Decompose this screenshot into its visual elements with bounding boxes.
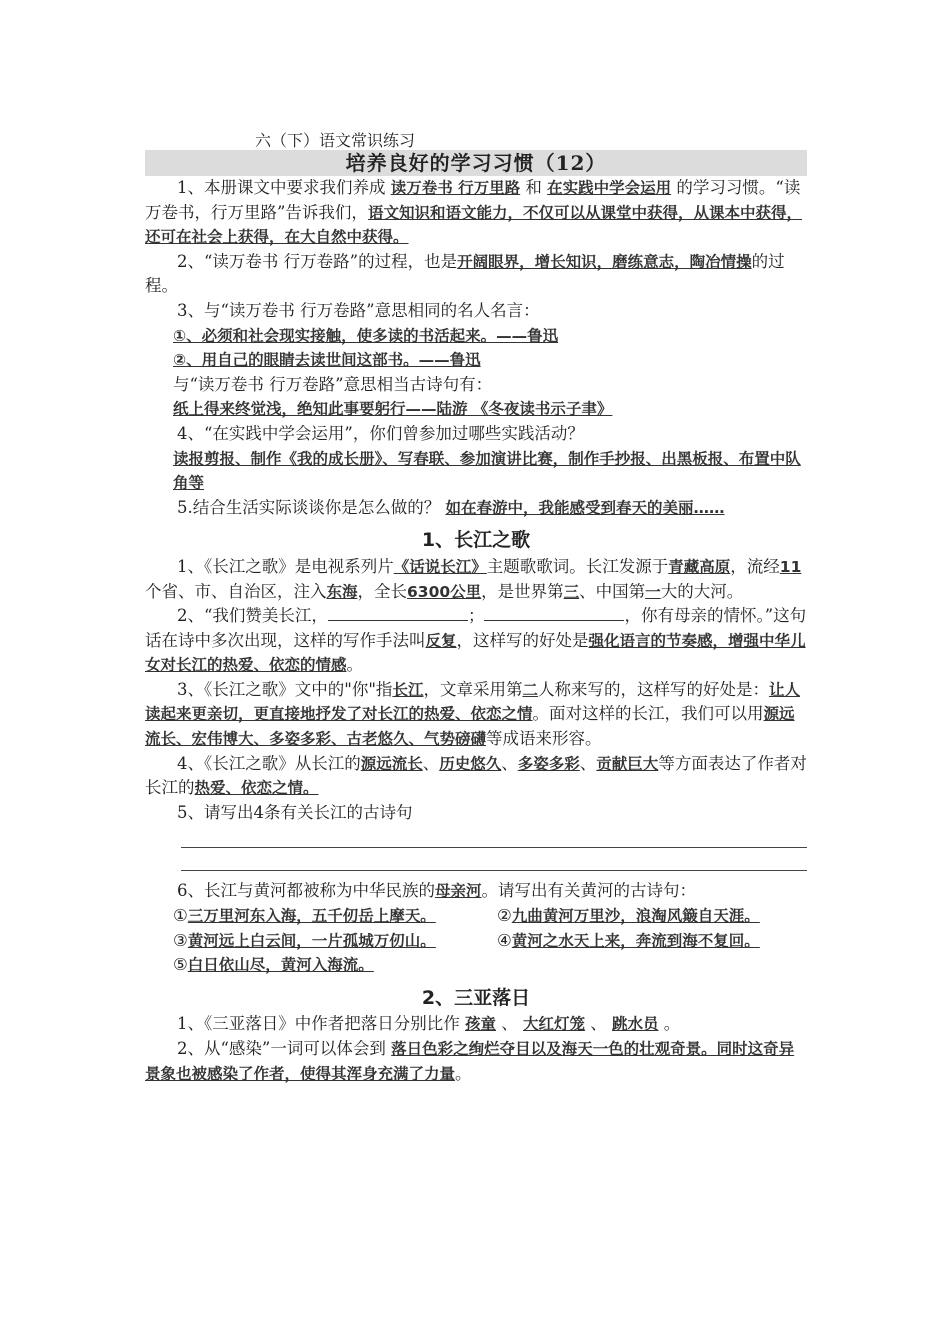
answer-text: 三 bbox=[563, 582, 580, 601]
question-text: 的学习习惯。“读万卷书，行万里路”告诉我们， bbox=[145, 178, 801, 222]
answer-text: 黄河远上白云间，一片孤城万仞山。 bbox=[187, 931, 436, 950]
answer-text: 二 bbox=[522, 680, 538, 699]
quote-answer-2 bbox=[145, 348, 807, 373]
question-text: 2、“我们赞美长江， bbox=[177, 606, 328, 626]
question-text: 5.结合生活实际谈谈你是怎么做的？ bbox=[177, 497, 441, 517]
answer-text: 孩童 bbox=[465, 1015, 497, 1034]
question-l2-2 bbox=[145, 1037, 807, 1086]
answer-text: 大红灯笼 bbox=[523, 1015, 586, 1034]
answer-text: 在实践中学会运用 bbox=[547, 179, 672, 197]
question-text: ，文章采用第 bbox=[423, 679, 523, 699]
quote-answer-1 bbox=[145, 324, 807, 349]
question-l1-2 bbox=[145, 604, 807, 678]
question-text: 人称来写的，这样写的好处是： bbox=[537, 679, 769, 699]
question-text: 的过程。 bbox=[145, 251, 785, 296]
answer-text: 落日色彩之绚烂夺目以及海天一色的壮观奇景。同时这奇异景象也被感染了作者，使得其浑身充满了力量 bbox=[145, 1040, 795, 1083]
poem-number: ③ bbox=[173, 930, 188, 950]
question-text: 和 bbox=[525, 178, 542, 197]
answer-text: 《话说长江》 bbox=[393, 557, 487, 576]
question-text: 、中国第 bbox=[579, 581, 646, 601]
answer-text: 跳水员 bbox=[612, 1015, 659, 1034]
question-habit-5 bbox=[145, 496, 807, 521]
question-l1-3 bbox=[145, 678, 807, 752]
answer-text: 白日依山尽，黄河入海流。 bbox=[187, 956, 374, 975]
question-text: ，这样写的好处是 bbox=[456, 630, 589, 650]
separator: 、 bbox=[579, 753, 597, 773]
question-l1-6 bbox=[145, 879, 807, 904]
answer-text: 历史悠久 bbox=[439, 754, 502, 773]
poem-number: ① bbox=[173, 906, 188, 926]
answer-text: 源远流长、宏伟博大、多姿多彩、古老悠久、气势磅礴 bbox=[145, 705, 795, 749]
poem-item bbox=[145, 929, 497, 954]
section-banner: 培养良好的学习习惯（12） bbox=[145, 150, 807, 176]
answer-text: 源远流长 bbox=[360, 754, 423, 773]
poem-item bbox=[497, 929, 807, 954]
question-text: 。 bbox=[455, 1063, 472, 1083]
answer-text: 长江 bbox=[392, 680, 424, 699]
question-habit-4: 4、“在实践中学会运用”，你们曾参加过哪些实践活动？ bbox=[177, 423, 584, 443]
answer-text: ①、必须和社会现实接触，使多读的书活起来。——鲁迅 bbox=[173, 326, 559, 345]
activity-answer bbox=[145, 447, 807, 496]
answer-text: 黄河之水天上来，奔流到海不复回。 bbox=[511, 931, 760, 950]
answer-text: 青藏高原 bbox=[668, 557, 731, 576]
question-l1-4 bbox=[145, 752, 807, 801]
question-l1-5: 5、请写出4条有关长江的古诗句 bbox=[177, 802, 413, 822]
answer-text: 三万里河东入海，五千仞岳上摩天。 bbox=[187, 907, 436, 926]
answer-text: 一 bbox=[645, 582, 661, 601]
answer-text: ②、用自己的眼睛去读世间这部书。——鲁迅 bbox=[173, 351, 481, 370]
question-text: 2、“读万卷书 行万卷路”的过程，也是 bbox=[177, 251, 458, 271]
question-text: 。面对这样的长江，我们可以用 bbox=[532, 704, 764, 724]
poem-item bbox=[497, 904, 807, 929]
answer-text: 强化语言的节奏感，增强中华儿女对长江的热爱、依恋的情感 bbox=[145, 631, 806, 675]
question-text: 1、本册课文中要求我们养成 bbox=[177, 178, 386, 197]
question-text: ，流经 bbox=[730, 556, 780, 576]
answer-text: 如在春游中，我能感受到春天的美丽…… bbox=[445, 498, 725, 517]
answer-text: 开阔眼界，增长知识，磨练意志，陶冶情操 bbox=[457, 252, 752, 271]
answer-text: 多姿多彩 bbox=[517, 754, 580, 773]
question-text: 1、《长江之歌》是电视系列片 bbox=[177, 556, 394, 576]
question-text: 主题歌歌词。长江发源于 bbox=[486, 556, 669, 576]
answer-line[interactable] bbox=[181, 848, 807, 871]
poem-row bbox=[145, 904, 807, 929]
poem-item bbox=[145, 953, 807, 978]
question-habit-1 bbox=[145, 176, 807, 250]
question-text: 2、从“感染”一词可以体会到 bbox=[177, 1039, 386, 1058]
answer-text: 语文知识和语文能力，不仅可以从课堂中获得，从课本中获得，还可在社会上获得，在大自然中获得。 bbox=[145, 203, 802, 247]
question-text: 。 bbox=[346, 655, 364, 675]
answer-text: 九曲黄河万里沙，浪淘风簸自天涯。 bbox=[511, 907, 760, 926]
separator: 、 bbox=[501, 753, 518, 773]
poem-number: ④ bbox=[497, 930, 512, 950]
document-body bbox=[145, 176, 807, 1086]
question-text: ； bbox=[467, 606, 485, 626]
answer-line[interactable] bbox=[181, 825, 807, 848]
question-text: 等成语来形容。 bbox=[486, 729, 602, 749]
question-text: 3、《长江之歌》文中的"你"指 bbox=[177, 679, 393, 699]
poem-item bbox=[145, 904, 497, 929]
question-text: 4、《长江之歌》从长江的 bbox=[177, 753, 361, 773]
question-text: ，是世界第 bbox=[481, 581, 564, 601]
question-text: ，全长 bbox=[357, 581, 408, 601]
question-text: 个省、市、自治区，注入 bbox=[145, 581, 327, 601]
question-habit-3b: 与“读万卷书 行万卷路”意思相当古诗句有： bbox=[173, 374, 493, 394]
lesson-title: 1、长江之歌 bbox=[421, 529, 531, 552]
question-text: ，你有母亲的情怀。”这句话在诗中多次出现，这样的写作手法叫 bbox=[145, 606, 807, 650]
separator: 、 bbox=[422, 753, 440, 773]
question-text: 等方面表达了作者对长江的 bbox=[145, 753, 807, 798]
question-l1-1 bbox=[145, 555, 807, 604]
separator: 、 bbox=[501, 1014, 518, 1034]
answer-text: 6300公里 bbox=[407, 582, 482, 601]
poem-row bbox=[145, 929, 807, 954]
answer-text: 11 bbox=[779, 557, 802, 576]
question-text: 大的大河。 bbox=[660, 581, 744, 601]
answer-text: 母亲河 bbox=[435, 882, 482, 901]
answer-text: 读报剪报、制作《我的成长册》、写春联、参加演讲比赛，制作手抄报、出黑板报、布置中队角等 bbox=[173, 449, 801, 493]
lesson-title: 2、三亚落日 bbox=[421, 986, 531, 1009]
question-habit-2 bbox=[145, 250, 807, 299]
fill-blank[interactable] bbox=[484, 606, 624, 621]
poem-answer bbox=[145, 397, 807, 422]
answer-text: 贡献巨大 bbox=[596, 754, 659, 773]
answer-text: 反复 bbox=[425, 631, 457, 650]
separator: 、 bbox=[590, 1014, 607, 1034]
question-text: 。 bbox=[663, 1014, 681, 1034]
question-habit-3: 3、与“读万卷书 行万卷路”意思相同的名人名言： bbox=[177, 300, 540, 320]
answer-text: 东海 bbox=[326, 582, 358, 601]
fill-blank[interactable] bbox=[328, 606, 468, 621]
poem-number: ⑤ bbox=[173, 955, 188, 975]
question-text: 1、《三亚落日》中作者把落日分别比作 bbox=[177, 1014, 460, 1034]
question-l2-1 bbox=[145, 1012, 807, 1037]
poem-number: ② bbox=[497, 906, 512, 926]
answer-text: 热爱、依恋之情。 bbox=[194, 779, 319, 798]
answer-text: 读万卷书 行万里路 bbox=[390, 179, 521, 197]
question-text: 。请写出有关黄河的古诗句： bbox=[481, 881, 697, 901]
document-subtitle: 六（下）语文常识练习 bbox=[255, 131, 416, 150]
question-text: 6、长江与黄河都被称为中华民族的 bbox=[177, 881, 435, 901]
answer-text: 纸上得来终觉浅，绝知此事要躬行——陆游 《冬夜读书示子聿》 bbox=[173, 400, 613, 419]
answer-text: 让人读起来更亲切，更直接地抒发了对长江的热爱、依恋之情 bbox=[145, 680, 800, 724]
